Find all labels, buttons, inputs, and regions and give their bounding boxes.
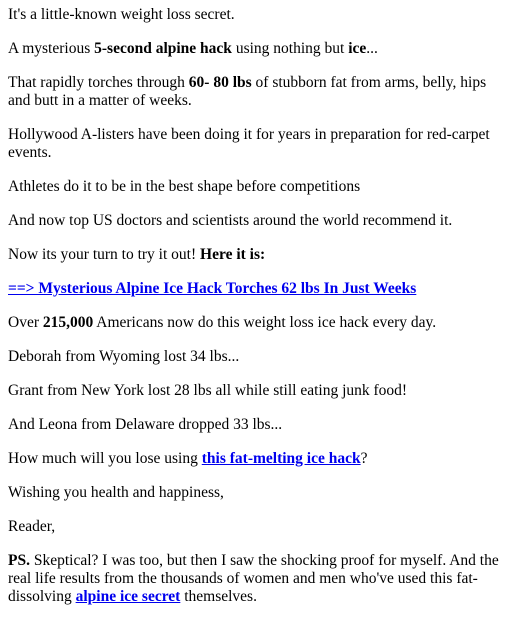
fat-melting-link[interactable]: this fat-melting ice hack [201, 450, 361, 467]
hollywood-paragraph: Hollywood A-listers have been doing it for years in preparation for red-carpet events. [8, 126, 490, 161]
wishing-paragraph: Wishing you health and happiness, [8, 484, 224, 501]
how-much-post: ? [360, 450, 368, 467]
your-turn-paragraph [8, 246, 502, 264]
ps-paragraph [8, 552, 502, 606]
torches-paragraph [8, 74, 502, 110]
ice-bold: ice [348, 40, 367, 57]
athletes-paragraph: Athletes do it to be in the best shape before competitions [8, 178, 361, 195]
hack-paragraph [8, 40, 502, 58]
alpine-ice-secret-link[interactable]: alpine ice secret [75, 588, 181, 605]
grant-paragraph: Grant from New York lost 28 lbs all while still eating junk food! [8, 382, 408, 399]
ps-post: themselves. [180, 588, 257, 605]
here-it-is-bold: Here it is: [200, 246, 266, 263]
doctors-paragraph: And now top US doctors and scientists around the world recommend it. [8, 212, 453, 229]
hack-pre: A mysterious [8, 40, 95, 57]
leona-paragraph: And Leona from Delaware dropped 33 lbs... [8, 416, 283, 433]
your-turn-pre: Now its your turn to try it out! [8, 246, 201, 263]
torches-post: of stubborn fat from arms, belly, hips and butt in a matter of weeks. [8, 74, 487, 109]
how-much-paragraph [8, 450, 502, 468]
ps-pre: Skeptical? I was too, but then I saw the shocking proof for myself. And the real life results from the thousands of women and men who've used this fat-dissolving [8, 552, 499, 605]
americans-paragraph [8, 314, 502, 332]
hack-bold: 5-second alpine hack [94, 40, 232, 57]
main-link-paragraph [8, 280, 502, 298]
americans-post: Americans now do this weight loss ice hack every day. [93, 314, 437, 331]
hack-mid: using nothing but [231, 40, 349, 57]
intro-line: It's a little-known weight loss secret. [8, 6, 235, 23]
ps-label: PS. [8, 552, 30, 569]
torches-pre: That rapidly torches through [8, 74, 189, 91]
americans-pre: Over [8, 314, 43, 331]
how-much-pre: How much will you lose using [8, 450, 202, 467]
salutation: Reader, [8, 518, 56, 535]
count-bold: 215,000 [42, 314, 94, 331]
lbs-bold: 60- 80 lbs [188, 74, 252, 91]
deborah-paragraph: Deborah from Wyoming lost 34 lbs... [8, 348, 240, 365]
main-offer-link[interactable]: ==> Mysterious Alpine Ice Hack Torches 62 lbs In Just Weeks [8, 280, 417, 297]
hack-post: ... [366, 40, 378, 57]
